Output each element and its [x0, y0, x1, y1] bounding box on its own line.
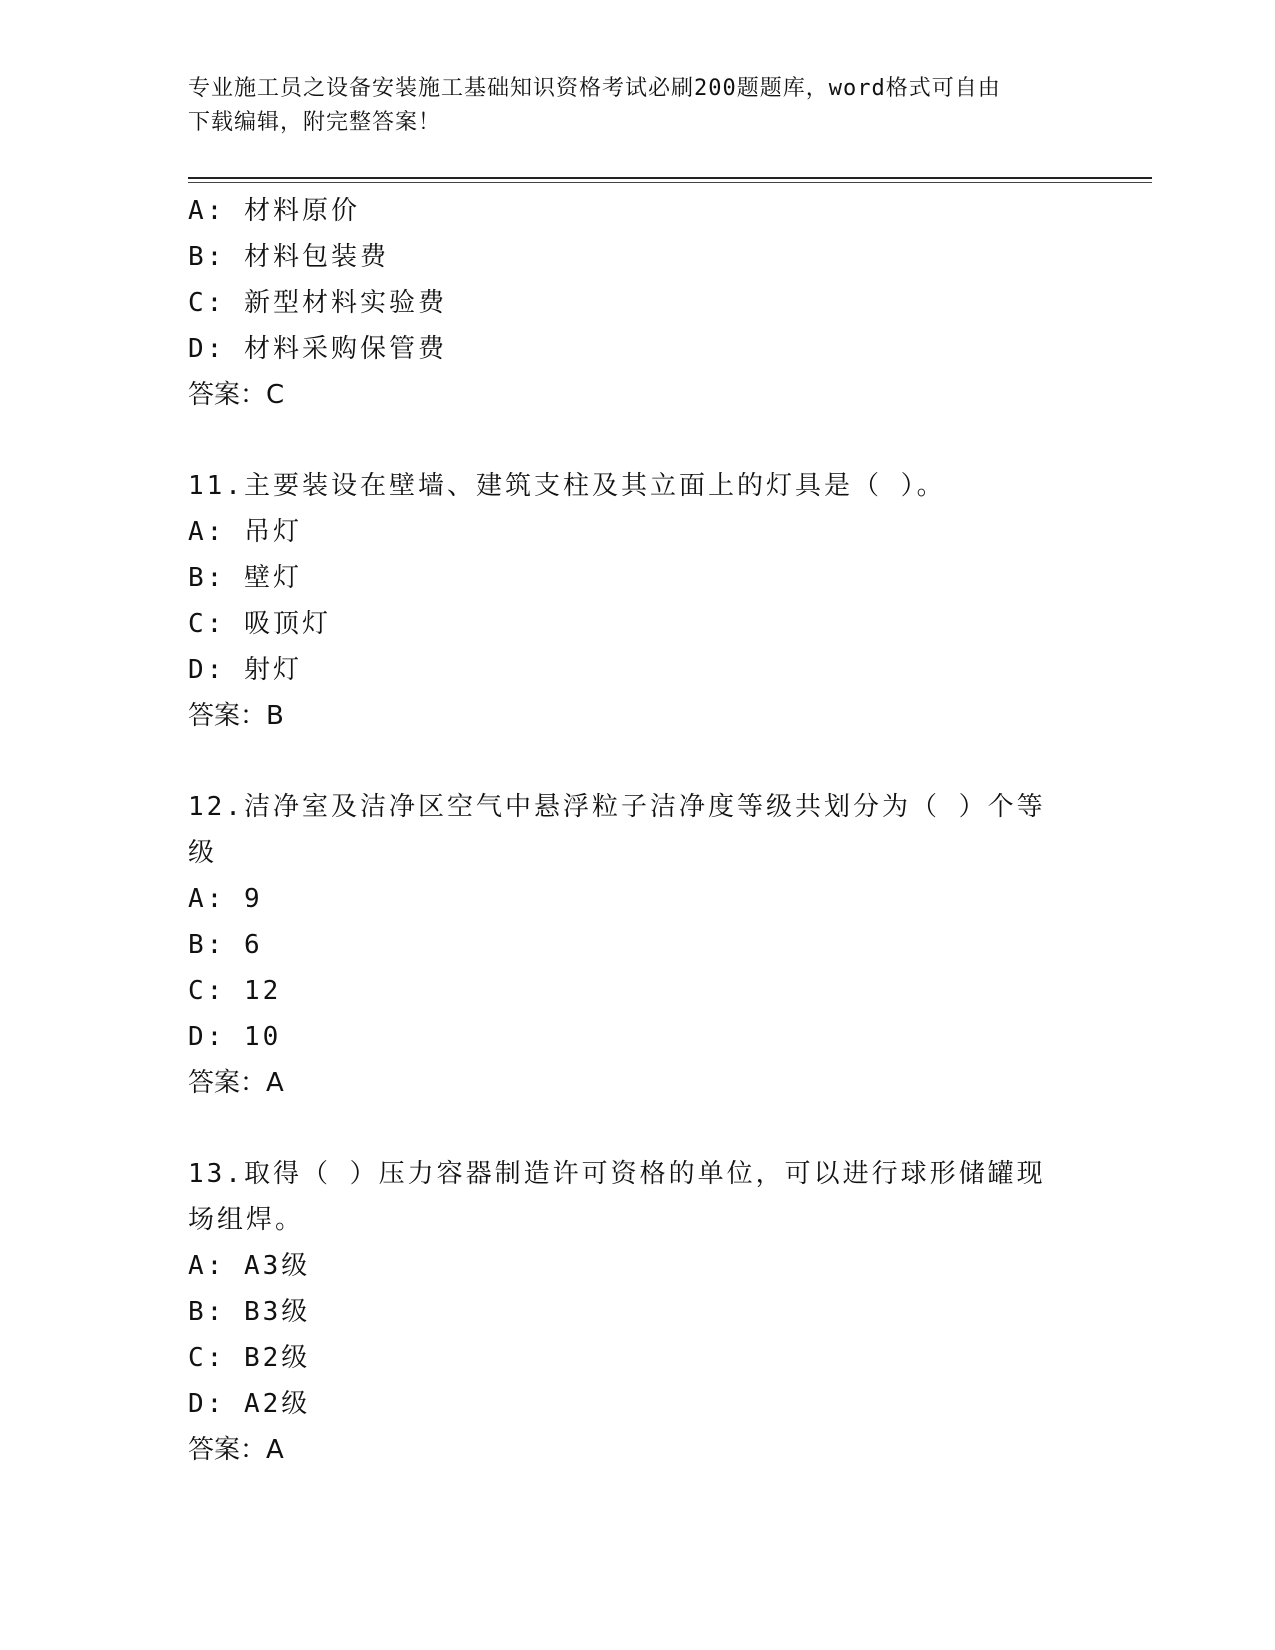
option-c: C: 新型材料实验费: [188, 288, 447, 318]
header-line-1: 专业施工员之设备安装施工基础知识资格考试必刷200题题库，word格式可自由: [188, 76, 1001, 101]
answer: 答案：A: [188, 1435, 284, 1465]
option-d: D: A2级: [188, 1389, 311, 1419]
header-line-2: 下载编辑，附完整答案！: [188, 110, 442, 135]
document-header: [188, 72, 1068, 140]
question-text: 13.取得（ ）压力容器制造许可资格的单位，可以进行球形储罐现场组焊。: [188, 1159, 1046, 1235]
question-list: [188, 188, 1088, 1473]
header-divider-thin: [188, 182, 1152, 183]
answer: 答案：C: [188, 380, 285, 410]
option-c: C: 12: [188, 976, 282, 1006]
option-b: B: 材料包装费: [188, 242, 389, 272]
option-d: D: 10: [188, 1022, 282, 1052]
answer: 答案：A: [188, 1068, 284, 1098]
option-a: A: 材料原价: [188, 196, 360, 226]
option-c: C: B2级: [188, 1343, 311, 1373]
header-divider-thick: [188, 177, 1152, 179]
option-b: B: 6: [188, 930, 263, 960]
question-text: 12.洁净室及洁净区空气中悬浮粒子洁净度等级共划分为（ ）个等级: [188, 792, 1046, 868]
option-d: D: 材料采购保管费: [188, 334, 447, 364]
option-b: B: 壁灯: [188, 563, 302, 593]
question-block-11: [188, 463, 1088, 739]
question-block-12: [188, 784, 1088, 1106]
option-c: C: 吸顶灯: [188, 609, 331, 639]
option-d: D: 射灯: [188, 655, 302, 685]
option-b: B: B3级: [188, 1297, 311, 1327]
question-text: 11.主要装设在壁墙、建筑支柱及其立面上的灯具是（ ）。: [188, 471, 946, 501]
option-a: A: A3级: [188, 1251, 311, 1281]
option-a: A: 吊灯: [188, 517, 302, 547]
option-a: A: 9: [188, 884, 263, 914]
question-block-13: [188, 1151, 1088, 1473]
answer: 答案：B: [188, 701, 284, 731]
question-block-10: [188, 188, 1088, 418]
